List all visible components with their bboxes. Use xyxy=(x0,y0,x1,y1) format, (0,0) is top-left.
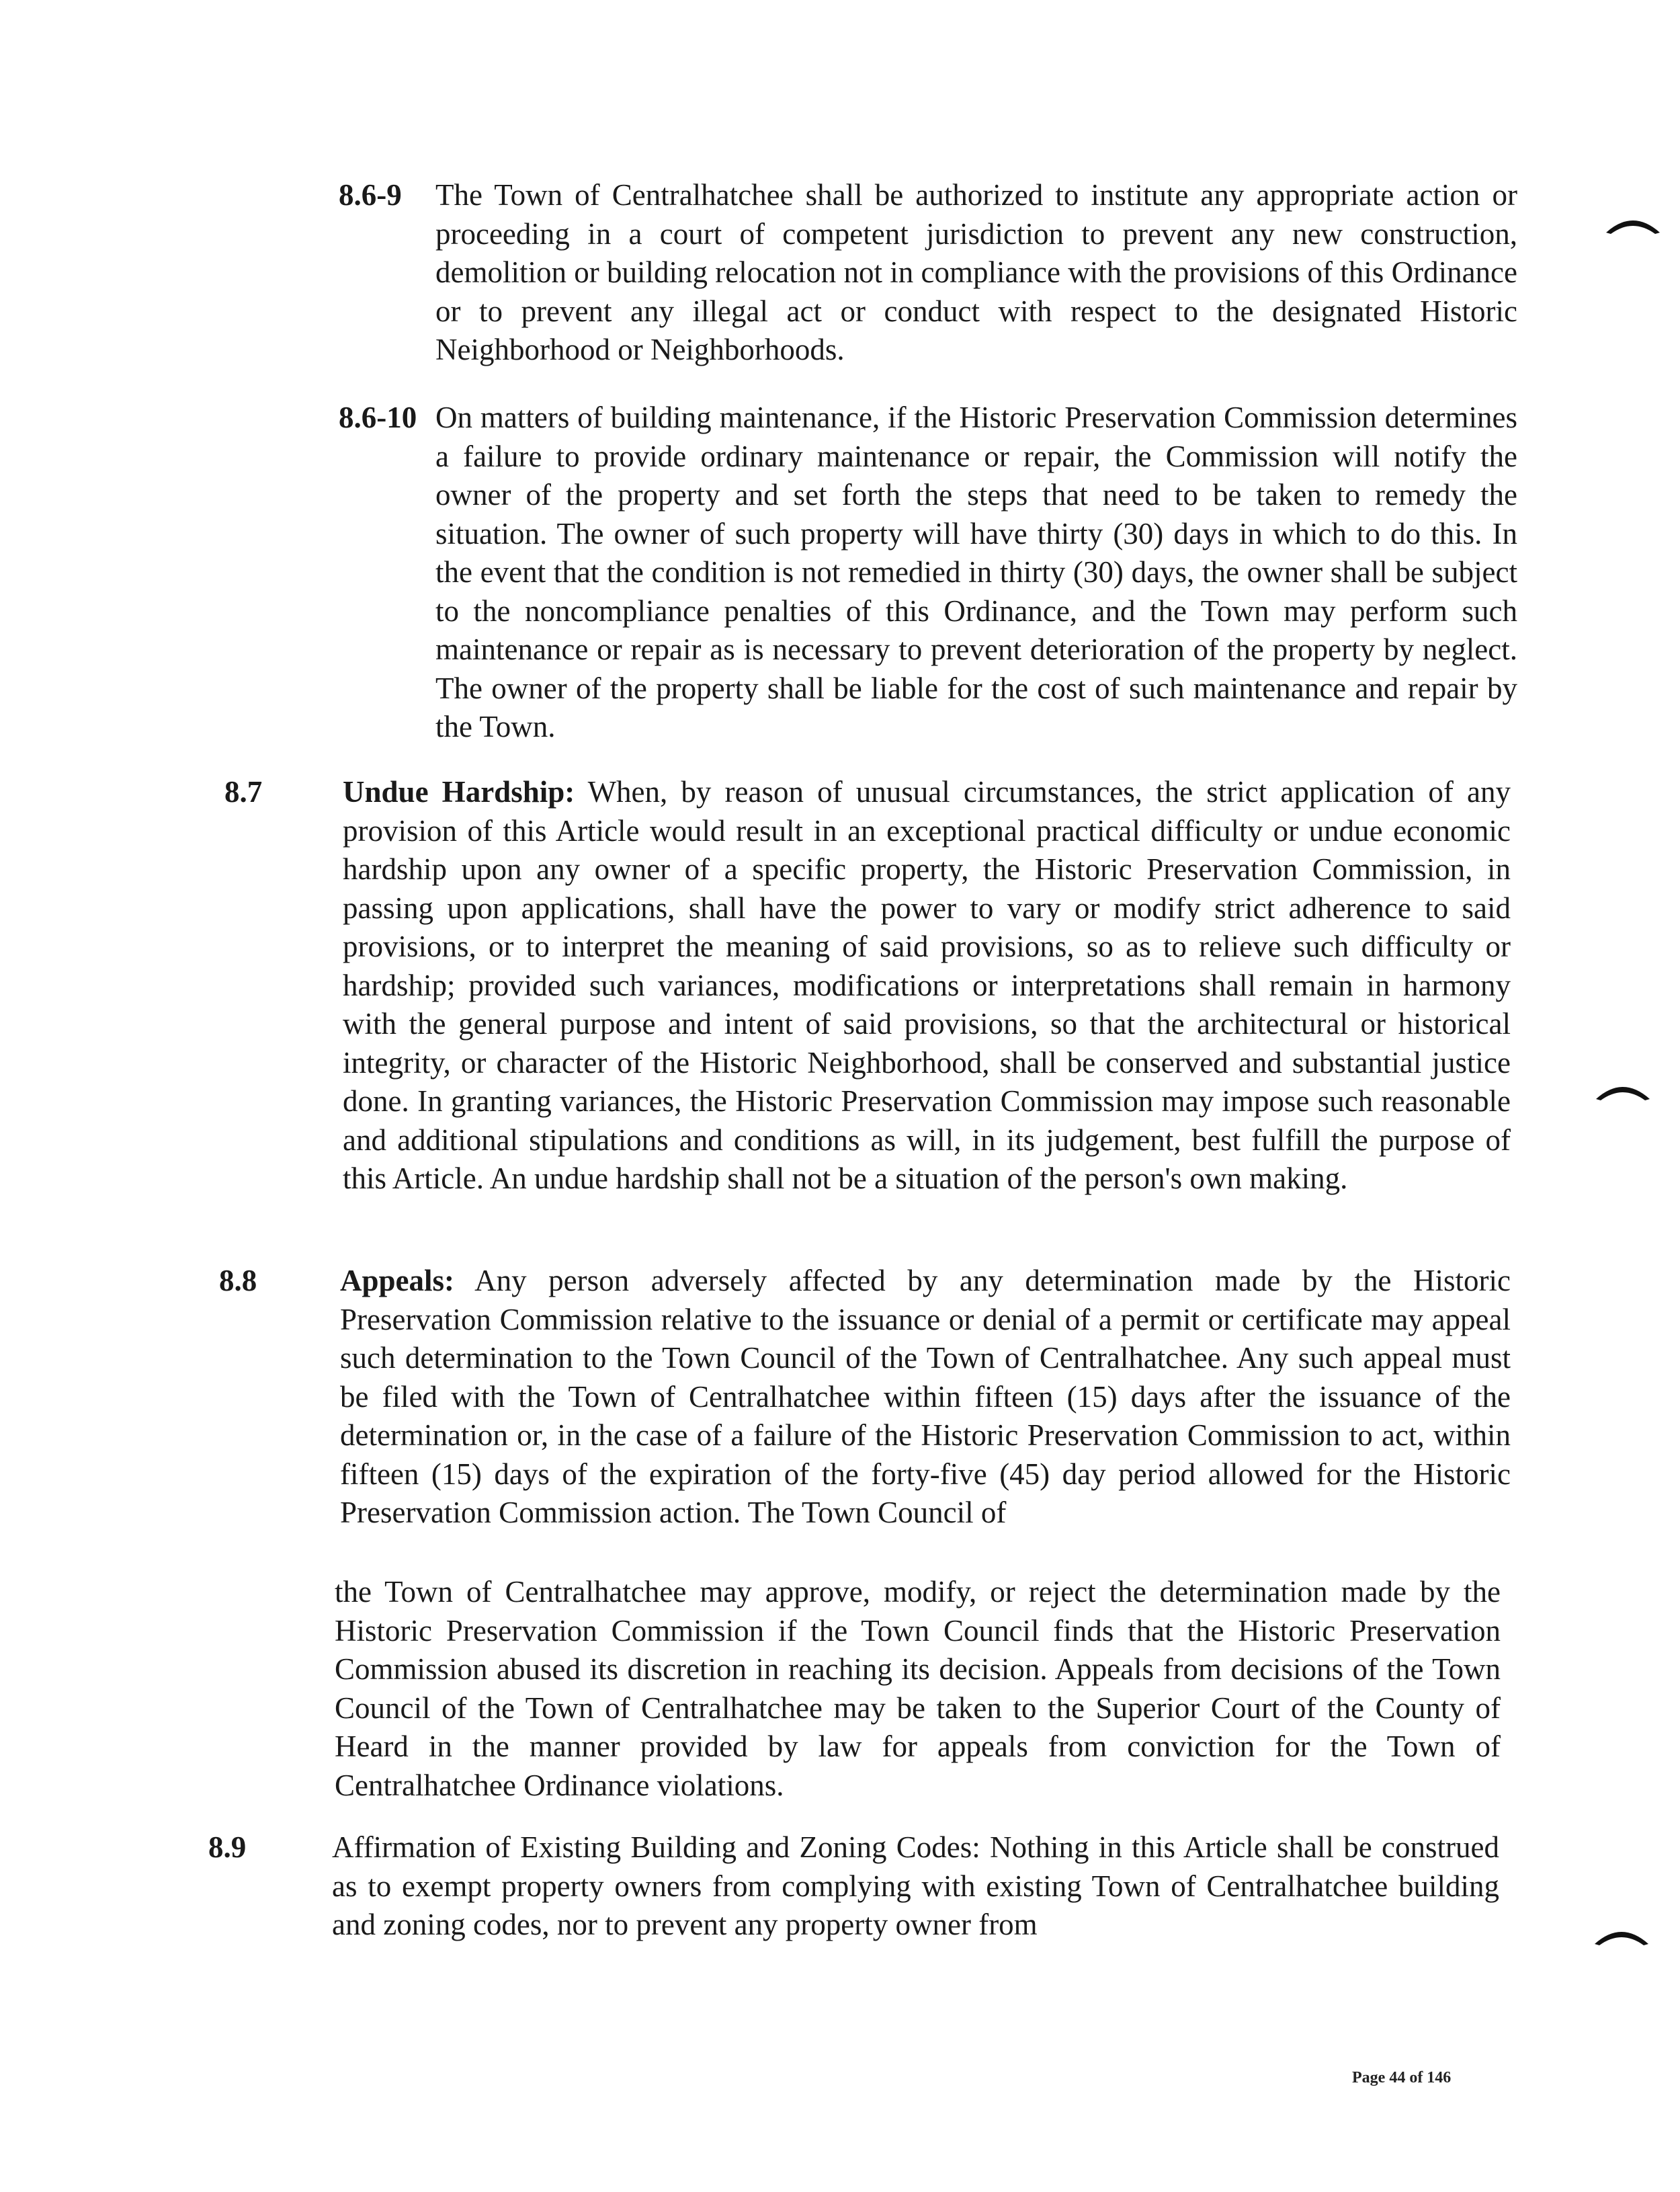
punch-hole-mark xyxy=(1591,1924,1652,1948)
section-8-7-text: When, by reason of unusual circumstances, the strict application of any provision of this Article would result in an exceptional practical difficulty or undue economic hardship upon any owner of a specific property, the Historic Preservation Commission, in passing upon applications, shall have the power to vary or modify strict adherence to said provisions, or to interpret the meaning of said provisions, so as to relieve such difficulty or hardship; provided such variances, modifications or interpretations shall remain in harmony with the general purpose and intent of said provisions, so that the architectural or historical integrity, or character of the Historic Neighborhood, shall be conserved and substantial justice done. In granting variances, the Historic Preservation Commission may impose such reasonable and additional stipulations and conditions as will, in its judgement, best fulfill the purpose of this Article. An undue hardship shall not be a situation of the person's own making. xyxy=(343,775,1511,1195)
section-8-8-body xyxy=(340,1262,1511,1533)
section-number-8-7: 8.7 xyxy=(224,775,263,809)
page-number: Page 44 of 146 xyxy=(1352,2069,1452,2086)
section-8-8-title: Appeals: xyxy=(340,1264,455,1297)
section-8-9-body: Affirmation of Existing Building and Zoning Codes: Nothing in this Article shall be construed as to exempt property owners from complying with existing Town of Centralhatchee building and zoning codes, nor to prevent any property owner from xyxy=(332,1830,1499,1941)
section-8-8-continuation: the Town of Centralhatchee may approve, modify, or reject the determination made by the Historic Preservation Commission if the Town Council finds that the Historic Preservation Commission abused its discretion in reaching its decision. Appeals from decisions of the Town Council of the Town of Centralhatchee may be taken to the Superior Court of the County of Heard in the manner provided by law for appeals from conviction for the Town of Centralhatchee Ordinance violations. xyxy=(335,1575,1501,1802)
section-8-6-10-body: On matters of building maintenance, if the Historic Preservation Commission determines a failure to provide ordinary maintenance or repair, the Commission will notify the owner of the property and set forth the steps that need to be taken to remedy the situation. The owner of such property will have thirty (30) days in which to do this. In the event that the condition is not remedied in thirty (30) days, the owner shall be subject to the noncompliance penalties of this Ordinance, and the Town may perform such maintenance or repair as is necessary to prevent deterioration of the property by neglect. The owner of the property shall be liable for the cost of such maintenance and repair by the Town. xyxy=(435,401,1517,743)
section-8-6-9-body: The Town of Centralhatchee shall be authorized to institute any appropriate action or proceeding in a court of competent jurisdiction to prevent any new construction, demolition or building relocation not in compliance with the provisions of this Ordinance or to prevent any illegal act or conduct with respect to the designated Historic Neighborhood or Neighborhoods. xyxy=(435,178,1517,366)
section-8-8-text: Any person adversely affected by any determination made by the Historic Preservation Commission relative to the issuance or denial of a permit or certificate may appeal such determination to the Town Council of the Town of Centralhatchee. Any such appeal must be filed with the Town of Centralhatchee within fifteen (15) days after the issuance of the determination or, in the case of a failure of the Historic Preservation Commission to act, within fifteen (15) days of the expiration of the forty-five (45) day period allowed for the Historic Preservation Commission action. The Town Council of xyxy=(340,1264,1511,1529)
punch-hole-mark xyxy=(1593,1079,1653,1103)
punch-hole-mark xyxy=(1603,212,1663,237)
section-number-8-9: 8.9 xyxy=(208,1830,247,1864)
section-8-7-body xyxy=(343,773,1511,1199)
section-number-8-6-10: 8.6-10 xyxy=(339,401,417,434)
section-8-7-title: Undue Hardship: xyxy=(343,775,575,809)
section-number-8-6-9: 8.6-9 xyxy=(339,178,402,212)
section-number-8-8: 8.8 xyxy=(219,1264,257,1297)
